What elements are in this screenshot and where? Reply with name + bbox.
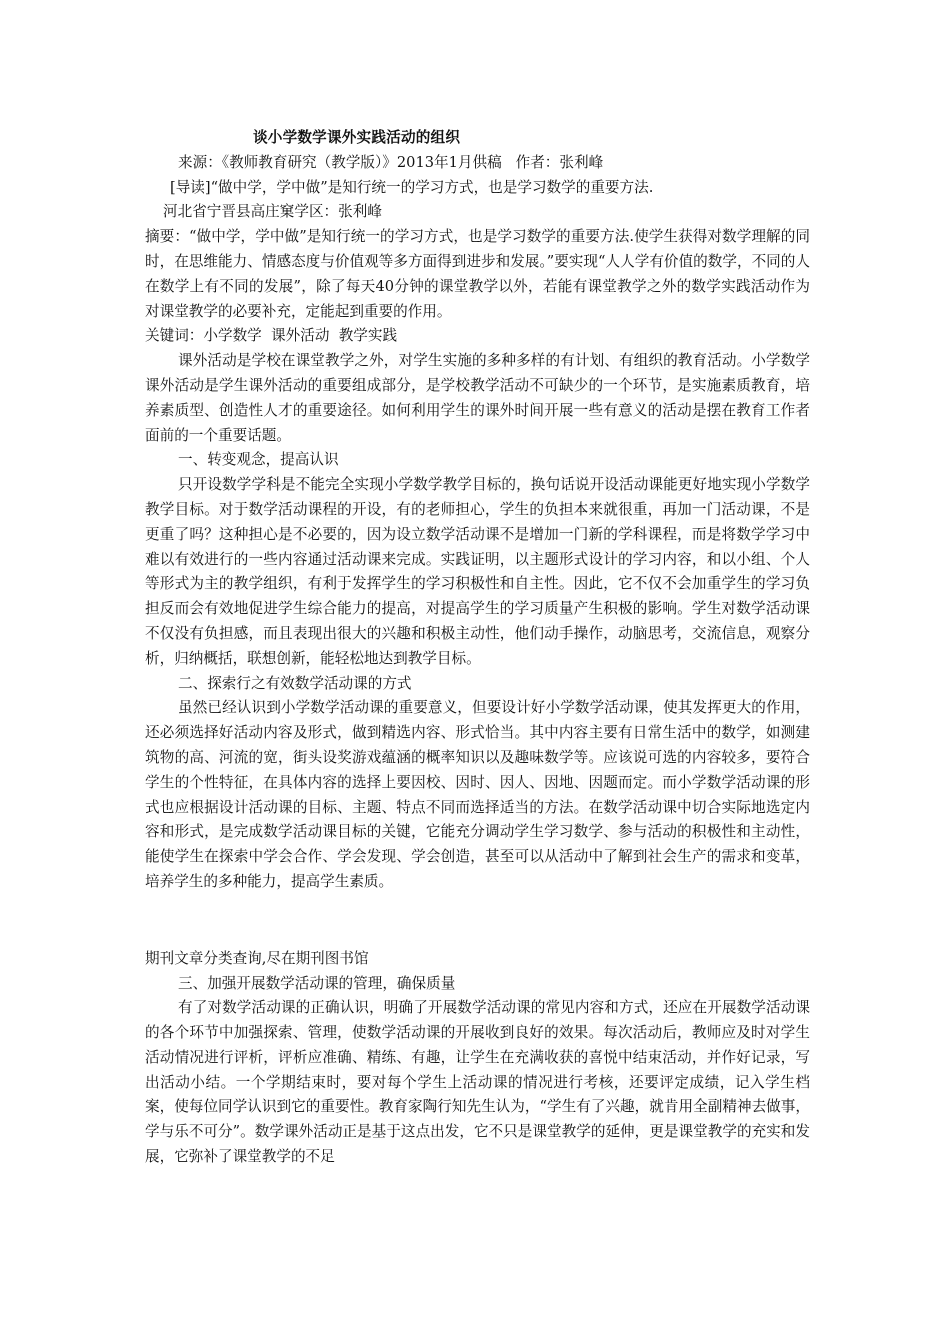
section2-paragraph: 虽然已经认识到小学数学活动课的重要意义，但要设计好小学数学活动课，使其发挥更大的作用，还必须选择好活动内容及形式，做到精选内容、形式恰当。其中内容主要有日常生活中的数学，如测建筑物的高、河流的宽，街头设奖游戏蕴涵的概率知识以及趣味数学等。应该说可选的内容较多，要符合学生的个性特征，在具体内容的选择上要因校、因时、因人、因地、因题而定。而小学数学活动课的形式也应根据设计活动课的目标、主题、特点不同而选择适当的方法。在数学活动课中切合实际地选定内容和形式，是完成数学活动课目标的关键，它能充分调动学生学习数学、参与活动的积极性和主动性，能使学生在探索中学会合作、学会发现、学会创造，甚至可以从活动中了解到社会生产的需求和变革，培养学生的多种能力，提高学生素质。: [145, 699, 810, 890]
keywords-label: 关键词：: [145, 327, 204, 345]
page-gap: [145, 895, 810, 947]
intro-paragraph: 课外活动是学校在课堂教学之外，对学生实施的多种多样的有计划、有组织的教育活动。小学数学课外活动是学生课外活动的重要组成部分，是学校教学活动不可缺少的一个环节，是实施素质教育，培养素质型、创造性人才的重要途径。如何利用学生的课外时间开展一些有意义的活动是摆在教育工作者面前的一个重要话题。: [145, 352, 810, 444]
keywords: [145, 324, 810, 349]
section1-paragraph: 只开设数学学科是不能完全实现小学数学教学目标的，换句话说开设活动课能更好地实现小学数学教学目标。对于数学活动课程的开设，有的老师担心，学生的负担本来就很重，再加一门活动课，不是更重了吗？这种担心是不必要的，因为设立数学活动课不是增加一门新的学科课程，而是将数学学习中难以有效进行的一些内容通过活动课来完成。实践证明，以主题形式设计的学习内容，和以小组、个人等形式为主的教学组织，有利于发挥学生的学习积极性和自主性。因此，它不仅不会加重学生的学习负担反而会有效地促进学生综合能力的提高，对提高学生的学习质量产生积极的影响。学生对数学活动课不仅没有负担感，而且表现出很大的兴趣和积极主动性，他们动手操作，动脑思考，交流信息，观察分析，归纳概括，联想创新，能轻松地达到教学目标。: [145, 476, 810, 667]
section2-heading: 二、探索行之有效数学活动课的方式: [178, 674, 412, 692]
document-body: [145, 126, 810, 1170]
keywords-text: 小学数学 课外活动 教学实践: [203, 327, 398, 345]
section3-paragraph: 有了对数学活动课的正确认识，明确了开展数学活动课的常见内容和方式，还应在开展数学活动课的各个环节中加强探索、管理，使数学活动课的开展收到良好的效果。每次活动后，教师应及时对学生活动情况进行评析，评析应准确、精练、有趣，让学生在充满收获的喜悦中结束活动，并作好记录，写出活动小结。一个学期结束时，要对每个学生上活动课的情况进行考核，还要评定成绩，记入学生档案，使每位同学认识到它的重要性。教育家陶行知先生认为，“学生有了兴趣，就肯用全副精神去做事，学与乐不可分”。数学课外活动正是基于这点出发，它不只是课堂教学的延伸，更是课堂教学的充实和发展，它弥补了课堂教学的不足: [145, 999, 810, 1166]
section3-heading: 三、加强开展数学活动课的管理，确保质量: [178, 974, 456, 992]
author-line: 河北省宁晋县高庄窠学区：张利峰: [163, 203, 382, 221]
abstract: [145, 225, 810, 324]
abstract-label: 摘要：: [145, 228, 189, 246]
ad-line: 期刊文章分类查询,尽在期刊图书馆: [145, 949, 369, 967]
document-title: 谈小学数学课外实践活动的组织: [253, 129, 461, 146]
guide-line: [导读]“做中学，学中做”是知行统一的学习方式，也是学习数学的重要方法.: [170, 178, 654, 196]
abstract-text: “做中学，学中做”是知行统一的学习方式，也是学习数学的重要方法.使学生获得对数学理解的同时，在思维能力、情感态度与价值观等多方面得到进步和发展。”要实现“人人学有价值的数学，不同的人在数学上有不同的发展”，除了每天40分钟的课堂教学以外，若能有课堂教学之外的数学实践活动作为对课堂教学的必要补充，定能起到重要的作用。: [145, 228, 810, 320]
source-line: 来源：《教师教育研究（教学版）》2013年1月供稿 作者：张利峰: [178, 153, 604, 171]
section1-heading: 一、转变观念，提高认识: [178, 451, 339, 469]
